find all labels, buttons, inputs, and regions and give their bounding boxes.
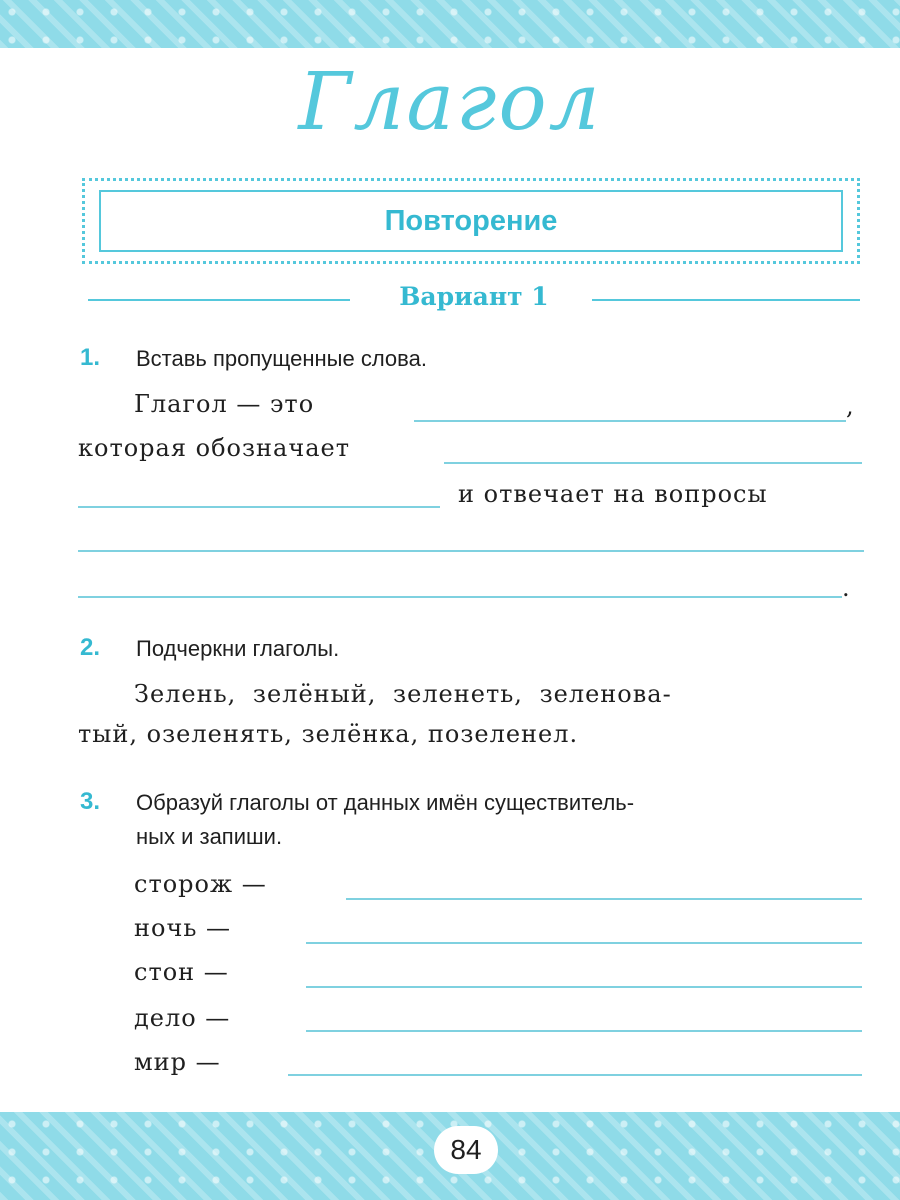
task-3-instruction-line-1: Образуй глаголы от данных имён существитель- [136, 790, 635, 815]
task-3-word-ston: стон — [134, 958, 229, 986]
task-3-answer-line-1[interactable] [346, 898, 862, 900]
task-3-word-storozh: сторож — [134, 870, 267, 898]
task-2-words-line-1: Зелень, зелёный, зеленеть, зеленова- [134, 680, 672, 708]
page-number: 84 [434, 1126, 498, 1174]
task-1-answer-line-4[interactable] [78, 550, 864, 552]
task-1-answer-line-2[interactable] [444, 462, 862, 464]
top-ornament-band [0, 0, 900, 48]
task-1-number: 1. [80, 344, 101, 371]
task-1-period: . [842, 574, 851, 602]
task-3-word-mir: мир — [134, 1048, 221, 1076]
task-1-comma: , [846, 392, 855, 420]
section-title: Повторение [384, 204, 558, 237]
task-3-instruction-line-2: ных и запиши. [136, 824, 283, 849]
task-1-line-1-text: Глагол — это [134, 390, 315, 418]
task-3-answer-line-4[interactable] [306, 1030, 862, 1032]
task-1-line-2-text: которая обозначает [78, 434, 351, 462]
task-3-answer-line-5[interactable] [288, 1074, 862, 1076]
task-1-answer-line-1[interactable] [414, 420, 846, 422]
task-3-answer-line-2[interactable] [306, 942, 862, 944]
task-2-number: 2. [80, 634, 101, 661]
task-3-word-noch: ночь — [134, 914, 232, 942]
task-3-word-delo: дело — [134, 1004, 231, 1032]
task-2-words-line-2: тый, озеленять, зелёнка, позеленел. [78, 720, 579, 748]
task-1-answer-line-5[interactable] [78, 596, 842, 598]
page-title: Глагол [298, 55, 602, 148]
task-1-instruction: Вставь пропущенные слова. [136, 346, 427, 371]
task-1-answer-line-3[interactable] [78, 506, 440, 508]
section-frame [82, 178, 860, 264]
task-2-instruction: Подчеркни глаголы. [136, 636, 340, 661]
variant-header [88, 282, 860, 316]
task-3-number: 3. [80, 788, 101, 815]
task-3-answer-line-3[interactable] [306, 986, 862, 988]
variant-right-rule [592, 299, 860, 301]
task-1-line-3-text: и отвечает на вопросы [458, 480, 768, 508]
variant-title: Вариант 1 [399, 282, 549, 311]
section-frame-inner [99, 190, 843, 252]
